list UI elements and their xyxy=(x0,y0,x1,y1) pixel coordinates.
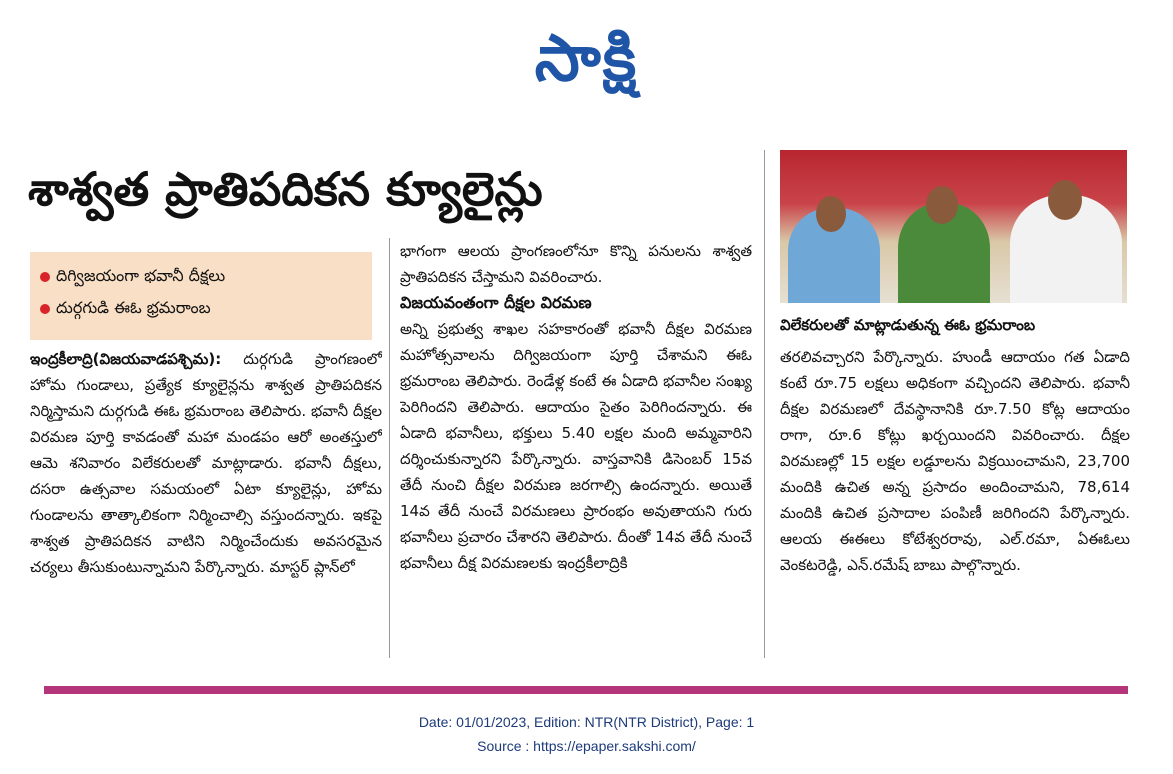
footer-divider xyxy=(44,686,1128,694)
article-subhead: విజయవంతంగా దీక్షల విరమణ xyxy=(400,293,592,312)
article-column-2 xyxy=(400,238,752,678)
column-divider xyxy=(389,238,390,658)
highlight-text: దుర్గగుడి ఈఓ భ్రమరాంబ xyxy=(56,298,211,317)
article-column-1 xyxy=(30,346,382,676)
footer-source-link[interactable]: Source : https://epaper.sakshi.com/ xyxy=(477,738,696,754)
bullet-icon xyxy=(40,304,50,314)
person-head xyxy=(1048,180,1082,220)
bullet-icon xyxy=(40,272,50,282)
article-photo xyxy=(780,150,1127,303)
footer-edition-info: Date: 01/01/2023, Edition: NTR(NTR District), Page: 1 xyxy=(418,714,755,730)
person-head xyxy=(926,186,958,224)
column-1-text: దుర్గగుడి ప్రాంగణంలో హోమ గుండాలు, ప్రత్యేక క్యూలైన్లను శాశ్వత ప్రాతిపదికన నిర్మిస్తామని దుర్గగుడి ఈఓ భ్రమరాంబ తెలిపారు. భవానీ దీక్షల విరమణ పూర్తి కావడంతో మహా మండపం ఆరో అంతస్తులో ఆమె శనివారం విలేకరులతో మాట్లాడారు. భవానీ దీక్షలు, దసరా ఉత్సవాల సమయంలో ఏటా క్యూలైన్లు, హోమ గుండాలను తాత్కాలికంగా నిర్మించాల్సి వస్తుందన్నారు. ఇకపై శాశ్వత ప్రాతిపదికన వాటిని నిర్మించేందుకు అవసరమైన చర్యలు తీసుకుంటున్నామని పేర్కొన్నారు. మాస్టర్ ప్లాన్‌లో xyxy=(30,350,382,576)
highlight-item xyxy=(40,260,362,292)
dateline: ఇంద్రకీలాద్రి(విజయవాడపశ్చిమ): xyxy=(30,350,222,368)
highlight-text: దిగ్విజయంగా భవానీ దీక్షలు xyxy=(56,266,226,285)
highlights-box xyxy=(30,252,372,340)
highlight-item xyxy=(40,292,362,324)
column-2-text-continued: అన్ని ప్రభుత్వ శాఖల సహకారంతో భవానీ దీక్షల విరమణ మహోత్సవాలను దిగ్విజయంగా పూర్తి చేశామని ఈఓ భ్రమరాంబ తెలిపారు. రెండేళ్ల కంటే ఈ ఏడాది భవానీల సంఖ్య పెరిగిందని తెలిపారు. ఆదాయం సైతం పెరిగిందన్నారు. ఈ ఏడాది భవానీలు, భక్తులు 5.40 లక్షల మంది అమ్మవారిని దర్శించుకున్నారని పేర్కొన్నారు. వాస్తవానికి డిసెంబర్ 15వ తేదీ నుంచి దీక్షల విరమణ జరగాల్సి ఉందన్నారు. అయితే 14వ తేదీ నుంచే విరమణలు ప్రారంభం అవుతాయని గురు భవానీలు ప్రచారం చేశారని తెలిపారు. దీంతో 14వ తేదీ నుంచే భవానీలు దీక్ష విరమణలకు ఇంద్రకీలాద్రికి xyxy=(400,320,752,572)
photo-caption: విలేకరులతో మాట్లాడుతున్న ఈఓ భ్రమరాంబ xyxy=(780,316,1036,334)
article-headline: శాశ్వత ప్రాతిపదికన క్యూలైన్లు xyxy=(28,162,543,216)
person-head xyxy=(816,196,846,232)
article-column-3 xyxy=(780,344,1130,674)
column-divider xyxy=(764,150,765,658)
column-2-text: భాగంగా ఆలయ ప్రాంగణంలోనూ కొన్ని పనులను శాశ్వత ప్రాతిపదికన చేస్తామని వివరించారు. xyxy=(400,242,752,286)
masthead-logo: సాక్షి xyxy=(534,22,639,96)
footer xyxy=(0,710,1173,758)
column-3-text: తరలివచ్చారని పేర్కొన్నారు. హుండీ ఆదాయం గత ఏడాది కంటే రూ.75 లక్షలు అధికంగా వచ్చిందని తెలిపారు. భవానీ దీక్షల విరమణలో దేవస్థానానికి రూ.7.50 కోట్ల ఆదాయం రాగా, రూ.6 కోట్లు ఖర్చయిందని వివరించారు. దీక్షల విరమణల్లో 15 లక్షల లడ్డూలను విక్రయించామని, 23,700 మందికి ఉచిత అన్న ప్రసాదం అందించామని, 78,614 మందికి ఉచిత ప్రసాదాల పంపిణీ జరిగిందని పేర్కొన్నారు. ఆలయ ఈఈలు కోటేశ్వరరావు, ఎల్.రమా, ఏఈఓలు వెంకటరెడ్డి, ఎన్.రమేష్ బాబు పాల్గొన్నారు. xyxy=(780,348,1130,574)
